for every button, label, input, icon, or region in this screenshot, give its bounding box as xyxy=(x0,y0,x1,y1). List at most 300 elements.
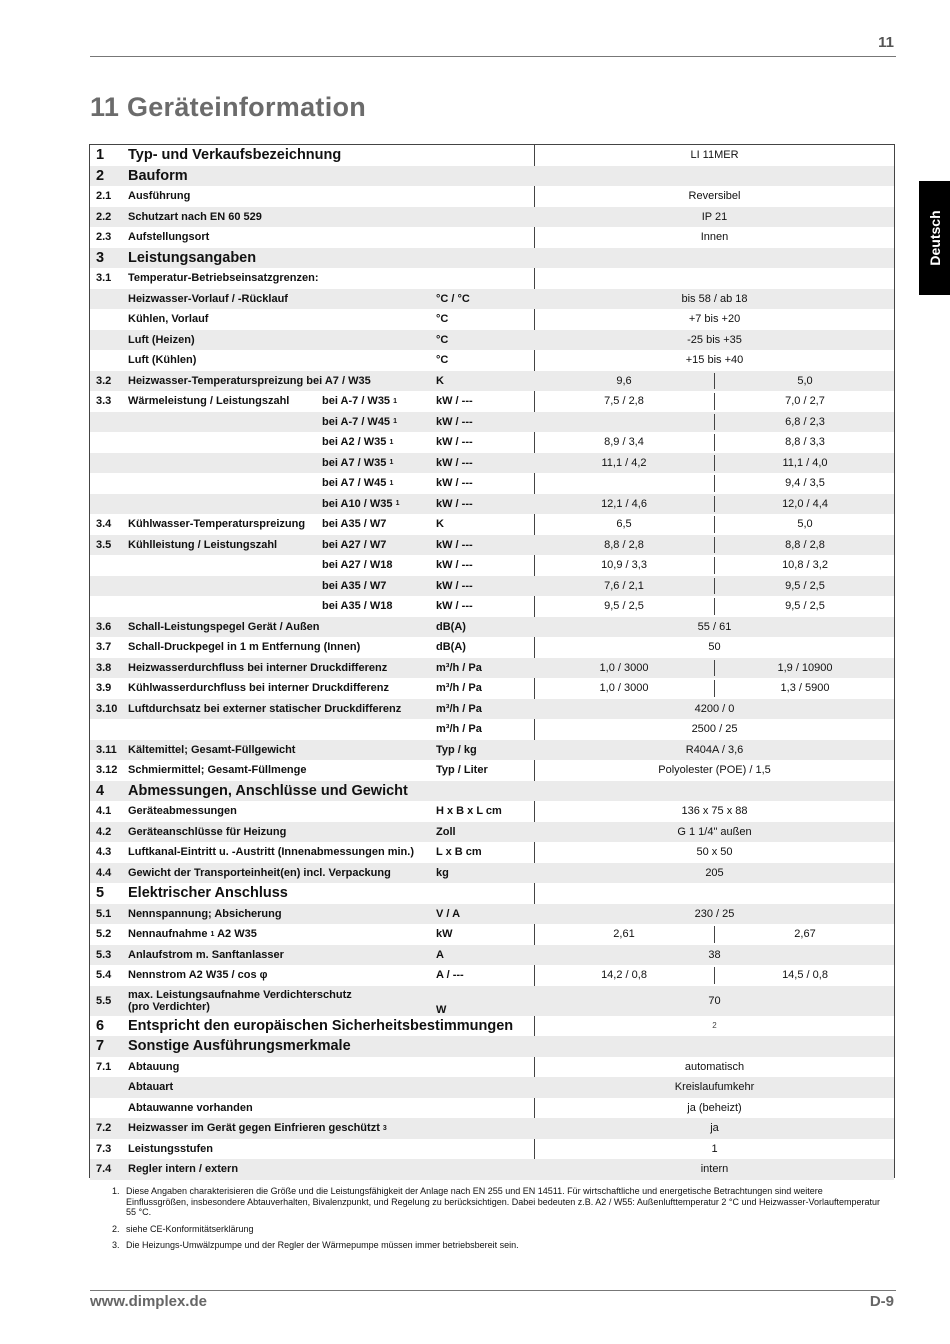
value-separator xyxy=(714,393,715,410)
row-number: 3.9 xyxy=(96,682,112,695)
row-label-text: Geräteanschlüsse für Heizung xyxy=(128,825,287,838)
row-number: 3 xyxy=(96,249,105,266)
table-row xyxy=(90,166,894,187)
row-value-right: 11,1 / 4,0 xyxy=(782,456,828,469)
website-link[interactable]: www.dimplex.de xyxy=(90,1293,207,1310)
row-label-text: Nennaufnahme xyxy=(128,928,208,941)
row-number: 3.5 xyxy=(96,538,112,551)
row-number: 1 xyxy=(96,147,105,164)
row-value-right: 14,5 / 0,8 xyxy=(782,969,828,982)
row-value: IP 21 xyxy=(701,210,728,223)
value-separator xyxy=(714,455,715,472)
table-row xyxy=(90,863,894,884)
row-label-text: Temperatur-Betriebseinsatzgrenzen: xyxy=(128,272,319,285)
row-label-text: Gewicht der Transporteinheit(en) incl. Verpackung xyxy=(128,866,391,879)
table-row xyxy=(90,514,894,535)
row-value: 70 xyxy=(708,994,721,1007)
row-condition xyxy=(322,391,397,412)
value-separator xyxy=(714,680,715,697)
row-label xyxy=(128,350,196,371)
row-value: automatisch xyxy=(684,1060,745,1073)
row-unit: K xyxy=(436,518,444,531)
row-value: +7 bis +20 xyxy=(688,313,741,326)
value-separator xyxy=(714,660,715,677)
row-value-left: 10,9 / 3,3 xyxy=(601,559,647,572)
row-condition xyxy=(322,494,399,515)
row-value-left: 6,5 xyxy=(616,518,632,531)
row-number: 5.3 xyxy=(96,948,112,961)
row-value-left: 8,9 / 3,4 xyxy=(604,436,644,449)
row-value: G 1 1/4" außen xyxy=(677,825,752,838)
row-number: 2.3 xyxy=(96,231,112,244)
table-row xyxy=(90,883,894,904)
row-unit: °C xyxy=(436,313,449,326)
row-condition-text: bei A-7 / W45 xyxy=(322,415,391,428)
row-condition xyxy=(322,473,393,494)
row-label-text: Ausführung xyxy=(128,190,191,203)
footnote-text: siehe CE-Konformitätserklärung xyxy=(126,1223,254,1234)
row-unit: dB(A) xyxy=(436,620,466,633)
row-number: 5.2 xyxy=(96,928,112,941)
row-value-right: 10,8 / 3,2 xyxy=(782,559,828,572)
row-value: 50 xyxy=(708,641,721,654)
row-number: 7.3 xyxy=(96,1142,112,1155)
footnote xyxy=(112,1186,882,1218)
row-label-text: Kältemittel; Gesamt-Füllgewicht xyxy=(128,743,296,756)
row-condition xyxy=(322,432,393,453)
row-value-left: 11,1 / 4,2 xyxy=(601,456,647,469)
row-condition-text: bei A35 / W7 xyxy=(322,579,387,592)
table-row xyxy=(90,309,894,330)
table-row xyxy=(90,432,894,453)
row-condition xyxy=(322,453,393,474)
row-value: Kreislaufumkehr xyxy=(674,1081,755,1094)
row-unit: kW / --- xyxy=(436,477,473,490)
row-label-text: Aufstellungsort xyxy=(128,231,210,244)
row-value-left xyxy=(534,473,714,494)
row-label-text: Kühlwasser-Temperaturspreizung xyxy=(128,518,306,531)
row-number: 7 xyxy=(96,1038,105,1055)
row-number: 7.1 xyxy=(96,1060,112,1073)
row-number: 3.8 xyxy=(96,661,112,674)
row-unit: Typ / Liter xyxy=(436,764,488,777)
row-label xyxy=(128,1098,253,1119)
table-row xyxy=(90,145,894,166)
footer-rule xyxy=(90,1290,896,1291)
row-label xyxy=(128,986,352,1016)
table-row xyxy=(90,617,894,638)
row-unit: m³/h / Pa xyxy=(436,702,482,715)
row-label xyxy=(128,1016,513,1037)
row-label-text: Entspricht den europäischen Sicherheitsbestimmungen xyxy=(128,1017,514,1034)
value-separator xyxy=(714,373,715,390)
row-value-right: 12,0 / 4,4 xyxy=(782,497,828,510)
row-number: 2 xyxy=(96,167,105,184)
table-row xyxy=(90,760,894,781)
value-separator xyxy=(714,475,715,492)
row-label xyxy=(128,617,320,638)
row-condition-text: bei A7 / W35 xyxy=(322,456,387,469)
table-row xyxy=(90,1139,894,1160)
row-unit: Zoll xyxy=(436,825,456,838)
row-label-text: Wärmeleistung / Leistungszahl xyxy=(128,395,290,408)
row-label-text: Regler intern / extern xyxy=(128,1163,239,1176)
table-row xyxy=(90,986,894,1016)
table-row xyxy=(90,412,894,433)
row-label-text: Leistungsangaben xyxy=(128,249,257,266)
row-value-left: 2,61 xyxy=(613,928,635,941)
row-value-left: 1,0 / 3000 xyxy=(599,682,649,695)
row-unit: °C / °C xyxy=(436,292,470,305)
row-unit: W xyxy=(436,1003,447,1016)
row-label xyxy=(128,186,190,207)
chapter-title: 11 Geräteinformation xyxy=(90,92,367,122)
row-label xyxy=(128,637,360,658)
row-label xyxy=(128,514,305,535)
row-label-text: Typ- und Verkaufsbezeichnung xyxy=(128,147,342,164)
table-row xyxy=(90,637,894,658)
row-label xyxy=(128,965,268,986)
footnote-text: Diese Angaben charakterisieren die Größe und die Leistungsfähigkeit der Anlage nach EN 255 und EN 14511. Für wirtschaftliche und energetische Betrachtungen sind weitere Einflussgrößen, insbesondere Abtauverhalten, Bivalenzpunkt, und Regelung zu berücksichtigen. Dabei bedeuten z.B. A2 / W55: Außenlufttemperatur 2 °C und Heizwasser-Vorlauftemperatur 55 °C. xyxy=(126,1186,881,1217)
value-separator xyxy=(714,434,715,451)
row-label-text: Abtauart xyxy=(128,1081,174,1094)
header-rule xyxy=(90,56,896,57)
language-tab-label: Deutsch xyxy=(926,210,943,266)
row-value-left: 9,6 xyxy=(616,374,632,387)
row-number: 3.11 xyxy=(96,743,117,756)
row-unit: kW / --- xyxy=(436,395,473,408)
row-value-left: 14,2 / 0,8 xyxy=(601,969,647,982)
row-label-text: Nennstrom A2 W35 / cos φ xyxy=(128,969,268,982)
page-number-bottom: D-9 xyxy=(869,1293,894,1310)
row-number: 4.3 xyxy=(96,846,112,859)
row-value-right: 8,8 / 2,8 xyxy=(785,538,825,551)
table-row xyxy=(90,842,894,863)
row-value: 2500 / 25 xyxy=(691,723,738,736)
footnote-text: Die Heizungs-Umwälzpumpe und der Regler der Wärmepumpe müssen immer betriebsbereit sein. xyxy=(126,1240,519,1250)
row-number: 3.7 xyxy=(96,641,112,654)
value-separator xyxy=(714,516,715,533)
table-row xyxy=(90,535,894,556)
row-label-text: Nennspannung; Absicherung xyxy=(128,907,282,920)
row-label xyxy=(128,248,256,269)
row-value: +15 bis +40 xyxy=(685,354,744,367)
row-unit: L x B cm xyxy=(436,846,482,859)
row-label-text: Kühlwasserdurchfluss bei interner Druckdifferenz xyxy=(128,682,390,695)
row-value: 55 / 61 xyxy=(697,620,732,633)
row-number: 2.2 xyxy=(96,210,112,223)
row-value-left: 7,5 / 2,8 xyxy=(604,395,644,408)
table-row xyxy=(90,494,894,515)
row-label xyxy=(128,863,391,884)
row-label-text: Luft (Heizen) xyxy=(128,333,195,346)
row-label xyxy=(128,268,319,289)
row-value-right: 9,5 / 2,5 xyxy=(785,579,825,592)
table-row xyxy=(90,924,894,945)
row-value: 2 xyxy=(712,1021,717,1031)
row-label-text: Geräteabmessungen xyxy=(128,805,237,818)
row-condition-text: bei A35 / W7 xyxy=(322,518,387,531)
footnote-ref: 1 xyxy=(393,397,398,405)
row-unit: kW / --- xyxy=(436,436,473,449)
row-number: 3.6 xyxy=(96,620,112,633)
row-label-line1: max. Leistungsaufnahme Verdichterschutz xyxy=(128,988,352,1001)
row-value-right: 1,9 / 10900 xyxy=(777,661,833,674)
row-label-text: Kühlleistung / Leistungszahl xyxy=(128,538,278,551)
row-unit: Typ / kg xyxy=(436,743,477,756)
row-label-text: Heizwasser-Temperaturspreizung bei A7 / W35 xyxy=(128,374,371,387)
row-value: LI 11MER xyxy=(690,149,739,162)
row-label-text: Luft (Kühlen) xyxy=(128,354,197,367)
table-row xyxy=(90,186,894,207)
row-unit: dB(A) xyxy=(436,641,466,654)
row-condition xyxy=(322,596,393,617)
language-tab[interactable] xyxy=(919,181,950,295)
row-unit: m³/h / Pa xyxy=(436,723,482,736)
table-row xyxy=(90,1077,894,1098)
table-row xyxy=(90,391,894,412)
row-value-left: 1,0 / 3000 xyxy=(599,661,649,674)
table-row xyxy=(90,699,894,720)
table-row xyxy=(90,555,894,576)
row-number: 5.1 xyxy=(96,907,112,920)
table-row xyxy=(90,801,894,822)
row-label xyxy=(128,227,209,248)
row-value: ja (beheizt) xyxy=(687,1101,742,1114)
row-condition xyxy=(322,555,393,576)
row-number: 5.4 xyxy=(96,969,112,982)
row-unit: kW xyxy=(436,928,453,941)
table-row xyxy=(90,1098,894,1119)
row-number: 3.10 xyxy=(96,702,118,715)
row-label xyxy=(128,658,387,679)
row-value-left xyxy=(534,412,714,433)
row-number: 7.4 xyxy=(96,1163,112,1176)
row-label-text: Schmiermittel; Gesamt-Füllmenge xyxy=(128,764,307,777)
footnote-ref: 1 xyxy=(389,438,394,446)
row-number: 3.12 xyxy=(96,764,118,777)
footnote-ref: 1 xyxy=(389,479,394,487)
row-label xyxy=(128,330,195,351)
row-unit: kW / --- xyxy=(436,538,473,551)
table-row xyxy=(90,658,894,679)
row-label xyxy=(128,678,389,699)
row-value-left: 12,1 / 4,6 xyxy=(601,497,647,510)
row-label xyxy=(128,945,284,966)
table-row xyxy=(90,719,894,740)
row-value-left: 8,8 / 2,8 xyxy=(604,538,644,551)
row-label xyxy=(128,1159,238,1180)
footnote-number: 3. xyxy=(112,1240,120,1250)
row-number: 4.2 xyxy=(96,825,112,838)
row-unit: kg xyxy=(436,866,449,879)
value-separator xyxy=(714,496,715,513)
row-condition-text: bei A7 / W45 xyxy=(322,477,387,490)
table-row xyxy=(90,1118,894,1139)
footnote-ref: 1 xyxy=(393,418,398,426)
row-unit: kW / --- xyxy=(436,559,473,572)
row-value-left: 9,5 / 2,5 xyxy=(604,600,644,613)
row-label-text: Heizwasser im Gerät gegen Einfrieren geschützt xyxy=(128,1122,380,1135)
table-row xyxy=(90,965,894,986)
row-unit: K xyxy=(436,374,444,387)
row-label xyxy=(128,842,414,863)
row-label-text: Schall-Druckpegel in 1 m Entfernung (Innen) xyxy=(128,641,361,654)
row-label xyxy=(128,883,288,904)
row-value: R404A / 3,6 xyxy=(685,743,744,756)
row-label xyxy=(128,781,408,802)
row-value: Innen xyxy=(700,231,729,244)
footnote-number: 2. xyxy=(112,1223,120,1234)
footnote-ref: 1 xyxy=(210,930,215,938)
table-row xyxy=(90,248,894,269)
footnote-number: 1. xyxy=(112,1186,120,1196)
row-value-left: 7,6 / 2,1 xyxy=(604,579,644,592)
table-row xyxy=(90,330,894,351)
row-condition xyxy=(322,412,397,433)
value-separator xyxy=(714,557,715,574)
row-condition-text: bei A27 / W18 xyxy=(322,559,393,572)
row-number: 5 xyxy=(96,885,105,902)
row-label xyxy=(128,801,237,822)
row-unit: kW / --- xyxy=(436,497,473,510)
value-separator xyxy=(714,537,715,554)
row-label xyxy=(128,207,262,228)
row-label-text: Abtauwanne vorhanden xyxy=(128,1101,253,1114)
row-value-right: 2,67 xyxy=(794,928,816,941)
row-value: ja xyxy=(710,1122,719,1135)
row-number: 7.2 xyxy=(96,1122,112,1135)
page-number-top: 11 xyxy=(878,34,894,51)
row-value-right: 9,4 / 3,5 xyxy=(785,477,825,490)
table-row xyxy=(90,371,894,392)
row-condition-text: bei A2 / W35 xyxy=(322,436,387,449)
value-separator xyxy=(714,598,715,615)
row-label xyxy=(128,1057,179,1078)
table-row xyxy=(90,740,894,761)
row-label-text: Abtauung xyxy=(128,1060,180,1073)
row-label xyxy=(128,309,208,330)
row-unit: kW / --- xyxy=(436,579,473,592)
table-row xyxy=(90,576,894,597)
footnote xyxy=(112,1240,882,1251)
row-label-text: Sonstige Ausführungsmerkmale xyxy=(128,1038,351,1055)
row-value: 38 xyxy=(708,948,721,961)
device-info-table xyxy=(89,144,895,1178)
row-condition-text: bei A27 / W7 xyxy=(322,538,387,551)
row-unit: °C xyxy=(436,354,449,367)
row-label xyxy=(128,166,188,187)
value-separator xyxy=(714,967,715,984)
row-number: 4 xyxy=(96,782,105,799)
table-row xyxy=(90,1016,894,1037)
row-label-text: Abmessungen, Anschlüsse und Gewicht xyxy=(128,782,408,799)
row-unit: kW / --- xyxy=(436,415,473,428)
row-value-right: 9,5 / 2,5 xyxy=(785,600,825,613)
row-label-text: Kühlen, Vorlauf xyxy=(128,313,209,326)
row-label-text: Heizwasser-Vorlauf / -Rücklauf xyxy=(128,292,288,305)
row-label xyxy=(128,371,371,392)
row-label-tail: A2 W35 xyxy=(214,928,257,941)
row-unit: A xyxy=(436,948,444,961)
row-number: 3.1 xyxy=(96,272,112,285)
row-label xyxy=(128,1077,173,1098)
row-label xyxy=(128,699,401,720)
row-value: 136 x 75 x 88 xyxy=(681,805,748,818)
row-condition-text: bei A35 / W18 xyxy=(322,600,393,613)
row-condition xyxy=(322,514,386,535)
row-value-right: 7,0 / 2,7 xyxy=(785,395,825,408)
row-number: 3.4 xyxy=(96,518,112,531)
row-label-line2: (pro Verdichter) xyxy=(128,1000,210,1013)
row-condition-text: bei A-7 / W35 xyxy=(322,395,391,408)
table-row xyxy=(90,945,894,966)
table-row xyxy=(90,822,894,843)
table-row xyxy=(90,207,894,228)
row-unit: H x B x L cm xyxy=(436,805,502,818)
row-condition-text: bei A10 / W35 xyxy=(322,497,393,510)
row-value: bis 58 / ab 18 xyxy=(681,292,748,305)
row-label xyxy=(128,822,286,843)
row-number: 5.5 xyxy=(96,994,112,1007)
value-separator xyxy=(714,926,715,943)
row-number: 4.4 xyxy=(96,866,112,879)
row-label-text: Schall-Leistungspegel Gerät / Außen xyxy=(128,620,320,633)
table-row xyxy=(90,268,894,289)
table-row xyxy=(90,1036,894,1057)
row-label xyxy=(128,1036,351,1057)
row-label xyxy=(128,145,341,166)
table-row xyxy=(90,453,894,474)
row-unit: V / A xyxy=(436,907,461,920)
row-label xyxy=(128,289,288,310)
row-value: -25 bis +35 xyxy=(687,333,742,346)
row-label xyxy=(128,904,282,925)
row-label xyxy=(128,1118,387,1139)
table-row xyxy=(90,781,894,802)
row-value-right: 1,3 / 5900 xyxy=(780,682,830,695)
row-value: 205 xyxy=(705,866,724,879)
footnote xyxy=(112,1224,882,1235)
row-unit: m³/h / Pa xyxy=(436,682,482,695)
table-row xyxy=(90,678,894,699)
row-number: 4.1 xyxy=(96,805,112,818)
row-value-right: 6,8 / 2,3 xyxy=(785,415,825,428)
table-row xyxy=(90,350,894,371)
row-label xyxy=(128,1139,213,1160)
footnotes xyxy=(112,1186,882,1257)
row-value: 4200 / 0 xyxy=(694,702,735,715)
value-separator xyxy=(714,414,715,431)
row-unit: kW / --- xyxy=(436,600,473,613)
row-number: 2.1 xyxy=(96,190,112,203)
row-condition xyxy=(322,535,386,556)
table-row xyxy=(90,289,894,310)
row-label-text: Schutzart nach EN 60 529 xyxy=(128,210,262,223)
row-value-right: 5,0 xyxy=(797,518,813,531)
row-label-text: Bauform xyxy=(128,167,188,184)
value-separator xyxy=(714,578,715,595)
row-value: 1 xyxy=(711,1142,718,1155)
row-label xyxy=(128,535,277,556)
table-row xyxy=(90,904,894,925)
row-condition xyxy=(322,576,386,597)
row-label-text: Anlaufstrom m. Sanftanlasser xyxy=(128,948,284,961)
row-number: 3.3 xyxy=(96,395,112,408)
row-number: 6 xyxy=(96,1017,105,1034)
table-row xyxy=(90,596,894,617)
footnote-ref: 1 xyxy=(389,459,394,467)
